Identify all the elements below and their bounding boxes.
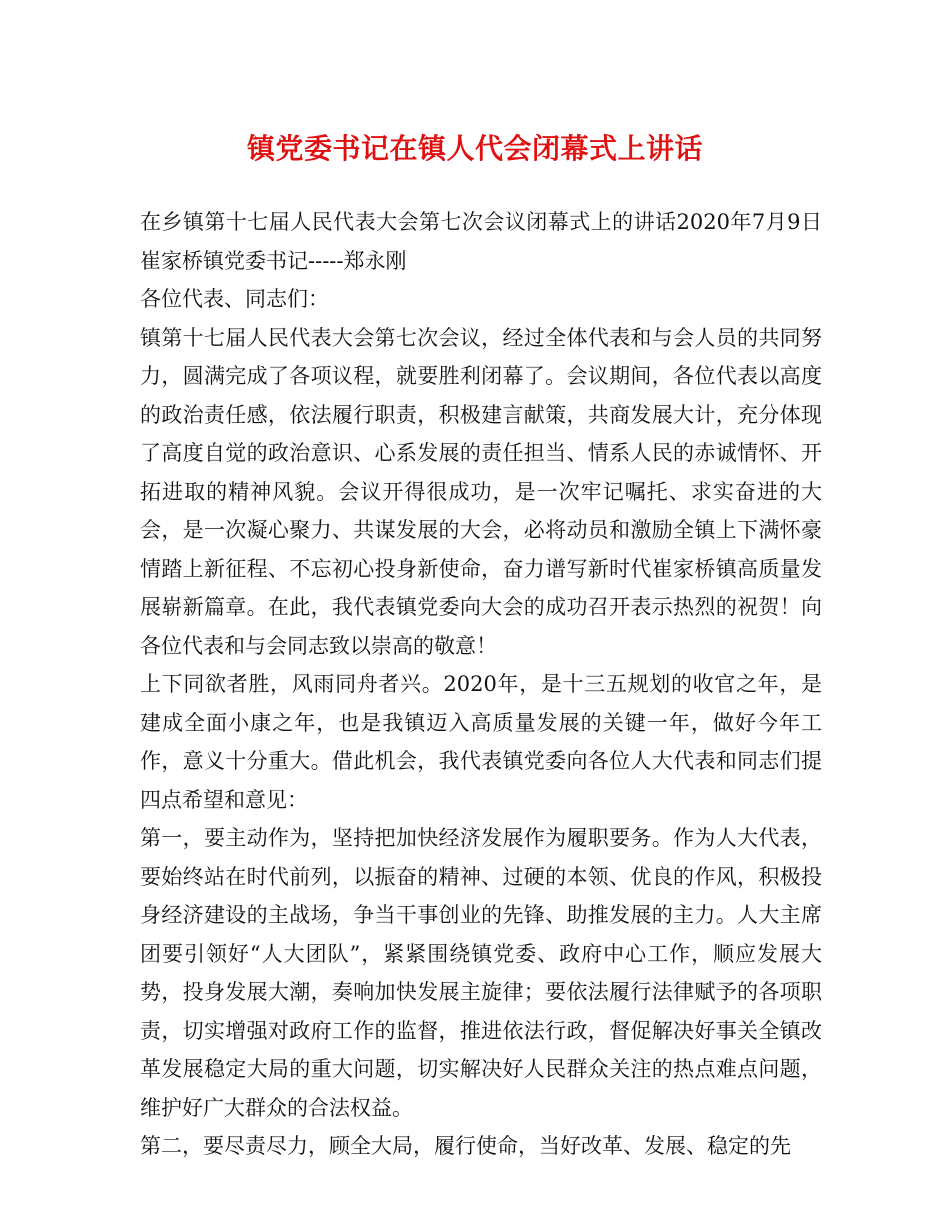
paragraph-first-point: 第一，要主动作为，坚持把加快经济发展作为履职要务。作为人大代表，要始终站在时代前列，以振奋的精神、过硬的本领、优良的作风，积极投身经济建设的主战场，争当干事创业的先锋、助推发展的主力。人大主席团要引领好“人大团队”，紧紧围绕镇党委、政府中心工作，顺应发展大势，投身发展大潮，奏响加快发展主旋律；要依法履行法律赋予的各项职责，切实增强对政府工作的监督，推进依法行政，督促解决好事关全镇改革发展稳定大局的重大问题，切实解决好人民群众关注的热点难点问题，维护好广大群众的合法权益。 (140, 826, 822, 1120)
paragraph-opening: 镇第十七届人民代表大会第七次会议，经过全体代表和与会人员的共同努力，圆满完成了各项议程，就要胜利闭幕了。会议期间，各位代表以高度的政治责任感，依法履行职责，积极建言献策，共商发展大计，充分体现了高度自觉的政治意识、心系发展的责任担当、情系人民的赤诚情怀、开拓进取的精神风貌。会议开得很成功，是一次牢记嘱托、求实奋进的大会，是一次凝心聚力、共谋发展的大会，必将动员和激励全镇上下满怀豪情踏上新征程、不忘初心投身新使命，奋力谱写新时代崔家桥镇高质量发展崭新篇章。在此，我代表镇党委向大会的成功召开表示热烈的祝贺！向各位代表和与会同志致以崇高的敬意！ (140, 325, 822, 658)
paragraph-context: 上下同欲者胜，风雨同舟者兴。2020年，是十三五规划的收官之年，是建成全面小康之年，也是我镇迈入高质量发展的关键一年，做好今年工作，意义十分重大。借此机会，我代表镇党委向各位人大代表和同志们提四点希望和意见： (140, 672, 822, 812)
paragraph-salutation: 各位代表、同志们： (140, 287, 329, 311)
paragraph-second-point: 第二，要尽责尽力，顾全大局，履行使命，当好改革、发展、稳定的先 (140, 1134, 791, 1158)
document-title: 镇党委书记在镇人代会闭幕式上讲话 (246, 132, 703, 165)
document-body (140, 203, 822, 1166)
paragraph-speech-info: 在乡镇第十七届人民代表大会第七次会议闭幕式上的讲话2020年7月9日崔家桥镇党委书记-----郑永刚 (140, 210, 822, 273)
